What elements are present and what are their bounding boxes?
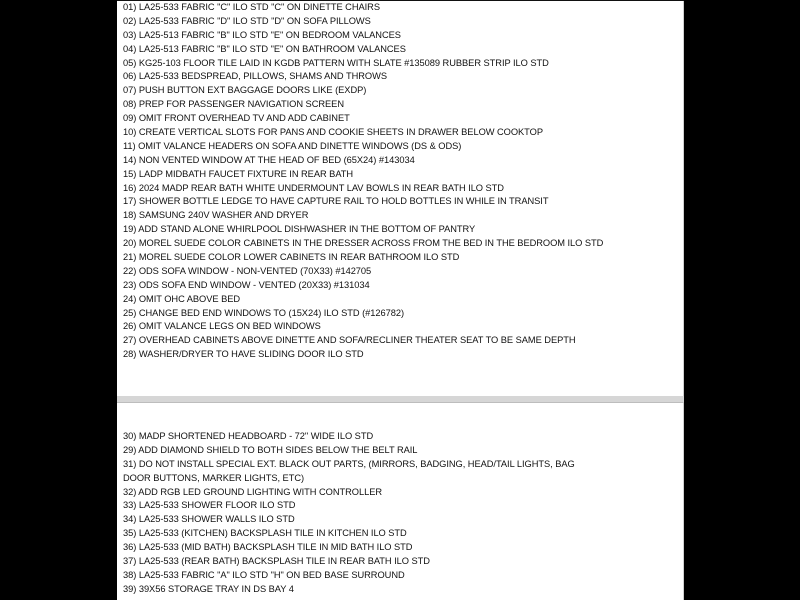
option-item: 17) SHOWER BOTTLE LEDGE TO HAVE CAPTURE RAIL TO HOLD BOTTLES IN WHILE IN TRANSIT bbox=[123, 196, 549, 207]
option-item: 23) ODS SOFA END WINDOW - VENTED (20X33) #131034 bbox=[123, 279, 370, 290]
option-item: 29) ADD DIAMOND SHIELD TO BOTH SIDES BELOW THE BELT RAIL bbox=[123, 444, 418, 455]
option-item: 18) SAMSUNG 240V WASHER AND DRYER bbox=[123, 210, 309, 221]
option-item: 14) NON VENTED WINDOW AT THE HEAD OF BED (65X24) #143034 bbox=[123, 154, 415, 165]
option-item: 22) ODS SOFA WINDOW - NON-VENTED (70X33) #142705 bbox=[123, 265, 372, 276]
option-item: 24) OMIT OHC ABOVE BED bbox=[123, 293, 241, 304]
option-item: 32) ADD RGB LED GROUND LIGHTING WITH CONTROLLER bbox=[123, 486, 383, 497]
option-item: 21) MOREL SUEDE COLOR LOWER CABINETS IN REAR BATHROOM ILO STD bbox=[123, 252, 460, 263]
option-item: 01) LA25-533 FABRIC "C" ILO STD "C" ON DINETTE CHAIRS bbox=[123, 2, 380, 12]
option-item: 35) LA25-533 (KITCHEN) BACKSPLASH TILE IN KITCHEN ILO STD bbox=[123, 528, 407, 539]
option-item: 37) LA25-533 (REAR BATH) BACKSPLASH TILE IN REAR BATH ILO STD bbox=[123, 556, 430, 567]
option-item: 06) LA25-533 BEDSPREAD, PILLOWS, SHAMS AND THROWS bbox=[123, 71, 387, 82]
option-item: 10) CREATE VERTICAL SLOTS FOR PANS AND COOKIE SHEETS IN DRAWER BELOW COOKTOP bbox=[123, 127, 543, 138]
option-item: 15) LADP MIDBATH FAUCET FIXTURE IN REAR BATH bbox=[123, 168, 354, 179]
option-item: 09) OMIT FRONT OVERHEAD TV AND ADD CABINET bbox=[123, 113, 350, 124]
option-item: 07) PUSH BUTTON EXT BAGGAGE DOORS LIKE (EXDP) bbox=[123, 85, 367, 96]
options-list-bottom bbox=[123, 430, 593, 597]
option-item: 11) OMIT VALANCE HEADERS ON SOFA AND DINETTE WINDOWS (DS & ODS) bbox=[123, 140, 462, 151]
option-item: 38) LA25-533 FABRIC "A" ILO STD "H" ON BED BASE SURROUND bbox=[123, 569, 405, 580]
option-item: 16) 2024 MADP REAR BATH WHITE UNDERMOUNT LAV BOWLS IN REAR BATH ILO STD bbox=[123, 182, 504, 193]
option-item: 39) 39X56 STORAGE TRAY IN DS BAY 4 bbox=[123, 583, 294, 594]
option-item: 04) LA25-513 FABRIC "B" ILO STD "E" ON BATHROOM VALANCES bbox=[123, 43, 406, 54]
option-item: 36) LA25-533 (MID BATH) BACKSPLASH TILE IN MID BATH ILO STD bbox=[123, 542, 413, 553]
option-item: 27) OVERHEAD CABINETS ABOVE DINETTE AND SOFA/RECLINER THEATER SEAT TO BE SAME DEPTH bbox=[123, 335, 576, 346]
option-item: 02) LA25-533 FABRIC "D" ILO STD "D" ON SOFA PILLOWS bbox=[123, 15, 371, 26]
option-item: 28) WASHER/DRYER TO HAVE SLIDING DOOR ILO STD bbox=[123, 349, 364, 360]
option-item: 20) MOREL SUEDE COLOR CABINETS IN THE DRESSER ACROSS FROM THE BED IN THE BEDROOM ILO STD bbox=[123, 238, 604, 249]
option-item: 03) LA25-513 FABRIC "B" ILO STD "E" ON BEDROOM VALANCES bbox=[123, 29, 401, 40]
option-item: 08) PREP FOR PASSENGER NAVIGATION SCREEN bbox=[123, 99, 345, 110]
option-item: 25) CHANGE BED END WINDOWS TO (15X24) ILO STD (#126782) bbox=[123, 307, 405, 318]
option-item: 05) KG25-103 FLOOR TILE LAID IN KGDB PATTERN WITH SLATE #135089 RUBBER STRIP ILO STD bbox=[123, 57, 549, 68]
option-item: 19) ADD STAND ALONE WHIRLPOOL DISHWASHER IN THE BOTTOM OF PANTRY bbox=[123, 224, 476, 235]
option-item: 33) LA25-533 SHOWER FLOOR ILO STD bbox=[123, 500, 296, 511]
option-item: 26) OMIT VALANCE LEGS ON BED WINDOWS bbox=[123, 321, 321, 332]
options-list-top bbox=[123, 1, 603, 362]
option-item: 34) LA25-533 SHOWER WALLS ILO STD bbox=[123, 514, 295, 525]
option-item: 31) DO NOT INSTALL SPECIAL EXT. BLACK OUT PARTS, (MIRRORS, BADGING, HEAD/TAIL LIGHTS, BAG DOOR BUTTONS, MARKER LIGHTS, ETC) bbox=[123, 458, 575, 483]
option-item: 30) MADP SHORTENED HEADBOARD - 72" WIDE ILO STD bbox=[123, 431, 374, 441]
